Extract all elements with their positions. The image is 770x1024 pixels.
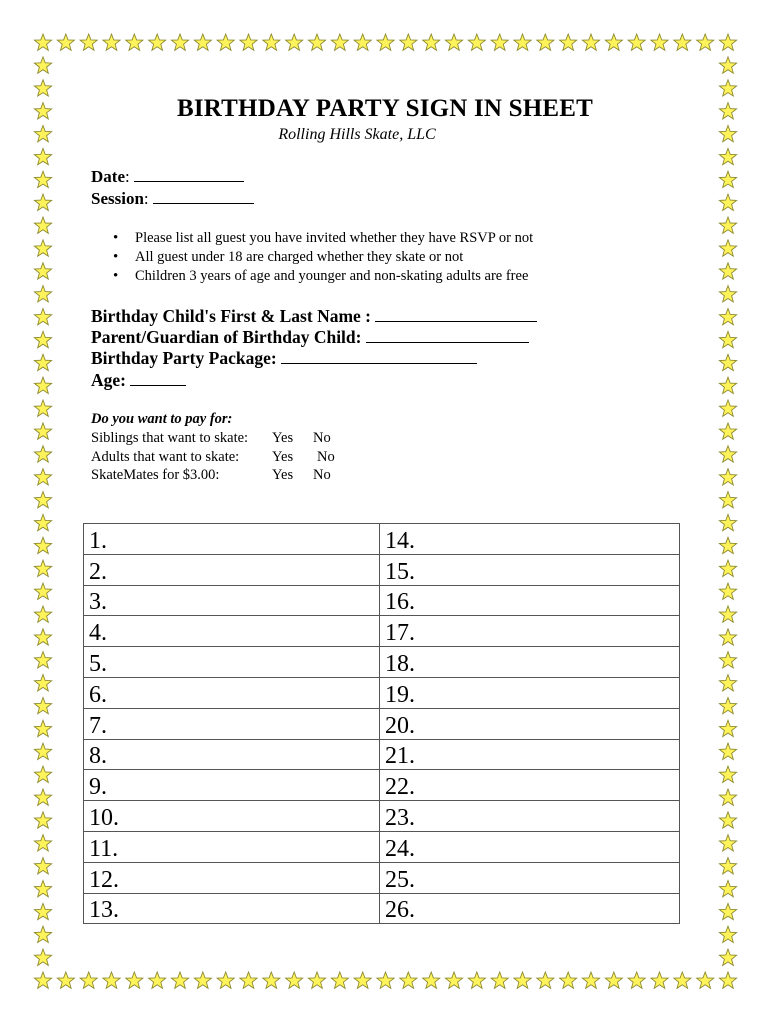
table-row xyxy=(84,524,680,555)
star-icon xyxy=(57,972,74,988)
star-icon xyxy=(719,126,736,142)
payment-row-label: Adults that want to skate: xyxy=(91,449,240,465)
star-icon xyxy=(719,789,736,805)
table-row xyxy=(84,893,680,924)
star-icon xyxy=(560,34,577,50)
star-icon xyxy=(719,217,736,233)
star-icon xyxy=(34,286,51,302)
star-icon xyxy=(719,492,736,508)
star-icon xyxy=(34,217,51,233)
star-icon xyxy=(126,34,143,50)
star-icon xyxy=(719,331,736,347)
guest-entry-cell[interactable]: 2. xyxy=(84,554,380,585)
star-icon xyxy=(719,881,736,897)
star-icon xyxy=(34,743,51,759)
star-icon xyxy=(34,903,51,919)
star-icon xyxy=(34,423,51,439)
star-icon xyxy=(400,34,417,50)
star-icon xyxy=(34,560,51,576)
star-icon xyxy=(34,583,51,599)
star-icon xyxy=(149,972,166,988)
guest-entry-cell[interactable]: 19. xyxy=(380,677,680,708)
star-icon xyxy=(34,675,51,691)
star-icon xyxy=(34,377,51,393)
payment-row-adults xyxy=(91,449,335,466)
star-icon xyxy=(697,972,714,988)
star-icon xyxy=(34,354,51,370)
table-row xyxy=(84,616,680,647)
star-icon xyxy=(34,80,51,96)
guest-sign-in-table xyxy=(83,523,680,924)
star-icon xyxy=(445,972,462,988)
payment-row-label: SkateMates for $3.00: xyxy=(91,467,220,483)
table-row xyxy=(84,831,680,862)
payment-title: Do you want to pay for: xyxy=(91,411,233,427)
star-icon xyxy=(719,148,736,164)
star-icon xyxy=(331,972,348,988)
star-icon xyxy=(34,537,51,553)
star-icon xyxy=(354,972,371,988)
star-icon xyxy=(377,34,394,50)
star-icon xyxy=(628,34,645,50)
guest-entry-cell[interactable]: 11. xyxy=(84,831,380,862)
session-blank[interactable] xyxy=(153,189,254,204)
star-icon xyxy=(719,743,736,759)
guest-entry-cell[interactable]: 24. xyxy=(380,831,680,862)
star-icon xyxy=(491,34,508,50)
table-row xyxy=(84,677,680,708)
star-icon xyxy=(240,34,257,50)
star-icon xyxy=(719,583,736,599)
guest-entry-cell[interactable]: 26. xyxy=(380,893,680,924)
star-icon xyxy=(308,34,325,50)
star-icon xyxy=(217,972,234,988)
table-row xyxy=(84,708,680,739)
star-icon xyxy=(582,972,599,988)
star-icon xyxy=(719,194,736,210)
star-icon xyxy=(263,34,280,50)
guest-entry-cell[interactable]: 5. xyxy=(84,647,380,678)
star-icon xyxy=(34,881,51,897)
session-label: Session xyxy=(91,189,144,208)
star-icon xyxy=(719,720,736,736)
age-field xyxy=(91,370,186,391)
guest-entry-cell[interactable]: 13. xyxy=(84,893,380,924)
star-icon xyxy=(719,446,736,462)
star-icon xyxy=(240,972,257,988)
package-field xyxy=(91,348,477,369)
guest-entry-cell[interactable]: 21. xyxy=(380,739,680,770)
yes-option[interactable]: Yes xyxy=(272,449,294,465)
list-item: • All guest under 18 are charged whether they skate or not xyxy=(113,248,533,267)
star-icon xyxy=(34,194,51,210)
star-icon xyxy=(514,34,531,50)
star-icon xyxy=(560,972,577,988)
star-icon xyxy=(719,766,736,782)
star-icon xyxy=(377,972,394,988)
star-icon xyxy=(286,34,303,50)
list-item: • Please list all guest you have invited whether they have RSVP or not xyxy=(113,229,533,248)
star-icon xyxy=(605,972,622,988)
star-icon xyxy=(719,171,736,187)
star-icon xyxy=(217,34,234,50)
star-icon xyxy=(171,34,188,50)
star-icon xyxy=(80,34,97,50)
star-icon xyxy=(491,972,508,988)
guest-entry-cell[interactable]: 9. xyxy=(84,770,380,801)
guest-entry-cell[interactable]: 12. xyxy=(84,862,380,893)
star-icon xyxy=(651,34,668,50)
payment-section xyxy=(91,411,335,483)
table-row xyxy=(84,862,680,893)
star-icon xyxy=(445,34,462,50)
star-icon xyxy=(582,34,599,50)
star-icon xyxy=(719,812,736,828)
star-icon xyxy=(34,789,51,805)
star-icon xyxy=(468,34,485,50)
star-icon xyxy=(719,560,736,576)
star-icon xyxy=(34,240,51,256)
parent-field xyxy=(91,327,529,348)
star-icon xyxy=(719,514,736,530)
no-option[interactable]: No xyxy=(313,467,331,483)
guest-entry-cell[interactable]: 1. xyxy=(84,524,380,555)
parent-label: Parent/Guardian of Birthday Child: xyxy=(91,327,362,347)
star-icon xyxy=(719,903,736,919)
star-icon xyxy=(423,972,440,988)
child-name-blank[interactable] xyxy=(375,307,537,322)
guest-entry-cell[interactable]: 16. xyxy=(380,585,680,616)
star-icon xyxy=(34,469,51,485)
guest-entry-cell[interactable]: 15. xyxy=(380,554,680,585)
star-icon xyxy=(34,331,51,347)
table-row xyxy=(84,554,680,585)
star-icon xyxy=(719,537,736,553)
star-icon xyxy=(263,972,280,988)
star-icon xyxy=(628,972,645,988)
date-label: Date xyxy=(91,167,125,186)
star-icon xyxy=(514,972,531,988)
no-option[interactable]: No xyxy=(313,430,331,446)
star-icon xyxy=(719,652,736,668)
star-icon xyxy=(308,972,325,988)
star-icon xyxy=(34,34,51,50)
star-icon xyxy=(719,286,736,302)
star-icon xyxy=(605,34,622,50)
age-label: Age: xyxy=(91,370,126,390)
guest-entry-cell[interactable]: 7. xyxy=(84,708,380,739)
guest-entry-cell[interactable]: 10. xyxy=(84,801,380,832)
list-item: • Children 3 years of age and younger and non-skating adults are free xyxy=(113,267,533,286)
star-icon xyxy=(719,400,736,416)
star-icon xyxy=(719,858,736,874)
star-icon xyxy=(34,720,51,736)
payment-row-siblings xyxy=(91,430,331,447)
package-blank[interactable] xyxy=(281,349,477,364)
yes-option[interactable]: Yes xyxy=(272,467,294,483)
star-icon xyxy=(34,263,51,279)
star-icon xyxy=(719,80,736,96)
guest-entry-cell[interactable]: 17. xyxy=(380,616,680,647)
star-icon xyxy=(719,377,736,393)
guest-entry-cell[interactable]: 25. xyxy=(380,862,680,893)
star-icon xyxy=(719,629,736,645)
star-icon xyxy=(719,423,736,439)
star-icon xyxy=(34,309,51,325)
star-icon xyxy=(103,34,120,50)
star-icon xyxy=(674,34,691,50)
star-icon xyxy=(103,972,120,988)
star-icon xyxy=(34,400,51,416)
star-icon xyxy=(719,606,736,622)
payment-row-skatemates xyxy=(91,467,331,484)
date-blank[interactable] xyxy=(134,167,244,182)
table-row xyxy=(84,647,680,678)
guest-entry-cell[interactable]: 6. xyxy=(84,677,380,708)
guest-entry-cell[interactable]: 22. xyxy=(380,770,680,801)
guest-entry-cell[interactable]: 4. xyxy=(84,616,380,647)
star-icon xyxy=(194,972,211,988)
star-icon xyxy=(34,171,51,187)
star-icon xyxy=(400,972,417,988)
star-icon xyxy=(34,57,51,73)
star-icon xyxy=(697,34,714,50)
star-icon xyxy=(34,492,51,508)
star-icon xyxy=(719,34,736,50)
guest-entry-cell[interactable]: 14. xyxy=(380,524,680,555)
star-icon xyxy=(719,926,736,942)
package-label: Birthday Party Package: xyxy=(91,348,277,368)
star-icon xyxy=(719,949,736,965)
payment-row-label: Siblings that want to skate: xyxy=(91,430,249,446)
star-icon xyxy=(57,34,74,50)
date-field: Date: xyxy=(91,167,244,187)
star-icon xyxy=(34,148,51,164)
guest-entry-cell[interactable]: 20. xyxy=(380,708,680,739)
star-icon xyxy=(719,309,736,325)
star-icon xyxy=(126,972,143,988)
star-icon xyxy=(468,972,485,988)
star-icon xyxy=(34,858,51,874)
star-icon xyxy=(34,926,51,942)
parent-blank[interactable] xyxy=(366,328,529,343)
star-icon xyxy=(34,972,51,988)
star-icon xyxy=(719,354,736,370)
table-row xyxy=(84,770,680,801)
star-icon xyxy=(331,34,348,50)
star-icon xyxy=(651,972,668,988)
star-icon xyxy=(354,34,371,50)
star-icon xyxy=(34,835,51,851)
table-row xyxy=(84,585,680,616)
star-icon xyxy=(34,698,51,714)
page-subtitle: Rolling Hills Skate, LLC xyxy=(278,126,436,143)
star-icon xyxy=(149,34,166,50)
guest-entry-cell[interactable]: 18. xyxy=(380,647,680,678)
guest-entry-cell[interactable]: 23. xyxy=(380,801,680,832)
age-blank[interactable] xyxy=(130,371,186,386)
child-name-label: Birthday Child's First & Last Name : xyxy=(91,306,371,326)
star-icon xyxy=(80,972,97,988)
star-icon xyxy=(674,972,691,988)
page-title: BIRTHDAY PARTY SIGN IN SHEET xyxy=(177,95,593,122)
yes-option[interactable]: Yes xyxy=(272,430,294,446)
star-icon xyxy=(719,240,736,256)
child-name-field xyxy=(91,306,537,327)
star-icon xyxy=(34,446,51,462)
star-icon xyxy=(34,766,51,782)
session-field: Session: xyxy=(91,189,254,209)
star-icon xyxy=(34,812,51,828)
guest-entry-cell[interactable]: 3. xyxy=(84,585,380,616)
star-icon xyxy=(34,606,51,622)
no-option[interactable]: No xyxy=(317,449,335,465)
star-icon xyxy=(34,514,51,530)
star-icon xyxy=(537,34,554,50)
star-icon xyxy=(719,469,736,485)
star-icon xyxy=(719,57,736,73)
star-icon xyxy=(286,972,303,988)
star-icon xyxy=(34,652,51,668)
guest-entry-cell[interactable]: 8. xyxy=(84,739,380,770)
table-row xyxy=(84,739,680,770)
star-icon xyxy=(537,972,554,988)
star-icon xyxy=(171,972,188,988)
table-row xyxy=(84,801,680,832)
star-icon xyxy=(34,629,51,645)
star-icon xyxy=(719,263,736,279)
star-icon xyxy=(423,34,440,50)
star-icon xyxy=(719,835,736,851)
star-icon xyxy=(719,972,736,988)
star-icon xyxy=(719,675,736,691)
star-icon xyxy=(34,949,51,965)
star-icon xyxy=(194,34,211,50)
notes-list xyxy=(113,229,533,286)
star-icon xyxy=(719,698,736,714)
